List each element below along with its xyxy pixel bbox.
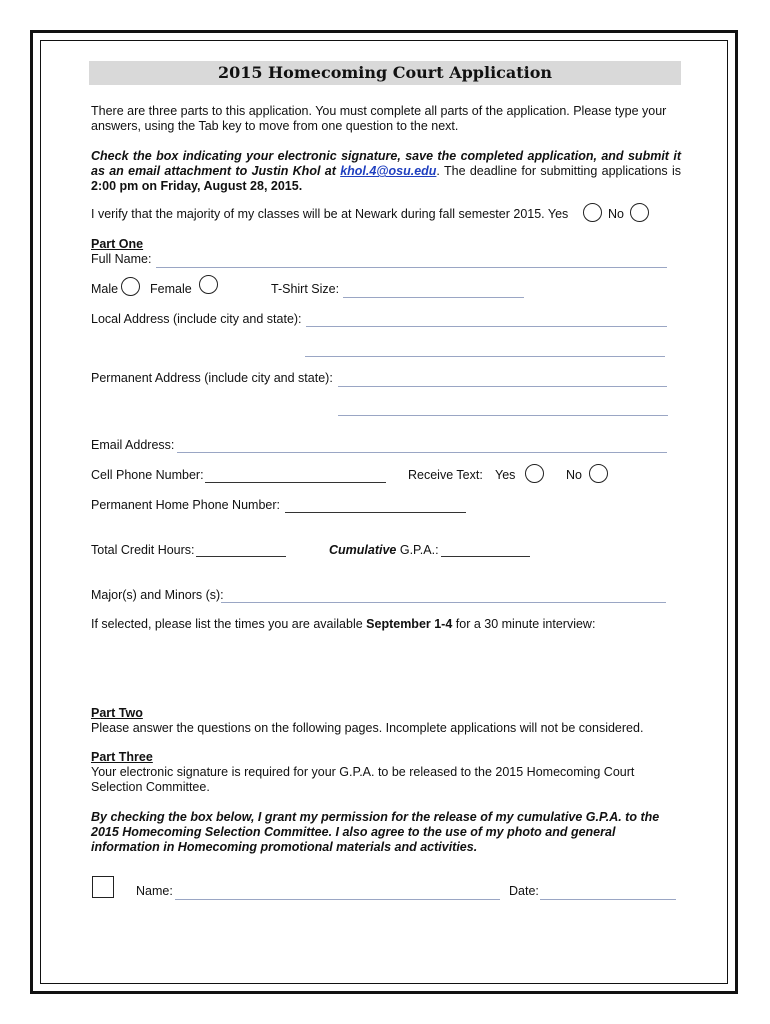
majors-field[interactable] <box>221 602 666 603</box>
part-two-heading: Part Two <box>91 706 143 720</box>
part-one-heading: Part One <box>91 237 144 251</box>
receive-text-label: Receive Text: <box>408 468 483 482</box>
credit-hours-field[interactable] <box>196 556 286 557</box>
verify-text: I verify that the majority of my classes will be at Newark during fall semester 2015. Yes <box>91 207 569 221</box>
instructions <box>91 149 681 194</box>
part-three-text: Your electronic signature is required for your G.P.A. to be released to the 2015 Homecoming Court Selection Committee. <box>91 765 635 794</box>
part-two-text: Please answer the questions on the following pages. Incomplete applications will not be considered. <box>91 721 644 735</box>
instructions-text: Check the box indicating your electronic signature, save the completed application, and submit it as an email attachment to Justin Khol at <box>91 149 681 178</box>
signature-date-field[interactable] <box>540 899 676 900</box>
permission-text: By checking the box below, I grant my permission for the release of my cumulative G.P.A. to the 2015 Homecoming Selection Committee. I also agree to the use of my photo and general information in Homecoming promotional materials and activities. <box>91 810 660 854</box>
deadline: 2:00 pm on Friday, August 28, 2015. <box>91 179 303 193</box>
signature-name-label: Name: <box>136 884 173 898</box>
gpa-prefix: Cumulative <box>329 543 397 557</box>
signature-name-field[interactable] <box>175 899 500 900</box>
credit-hours-label: Total Credit Hours: <box>91 543 195 557</box>
permanent-address-label: Permanent Address (include city and state): <box>91 371 333 385</box>
interview-dates: September 1-4 <box>366 617 453 631</box>
home-phone-label: Permanent Home Phone Number: <box>91 498 280 512</box>
cell-field[interactable] <box>205 482 386 483</box>
receive-text-yes-radio[interactable] <box>525 464 544 483</box>
signature-checkbox[interactable] <box>92 876 114 898</box>
local-address-field[interactable] <box>306 326 667 327</box>
email-link[interactable]: khol.4@osu.edu <box>340 164 437 178</box>
full-name-field[interactable] <box>156 267 667 268</box>
interview-after: for a 30 minute interview: <box>452 617 596 631</box>
signature-date-label: Date: <box>509 884 539 898</box>
verify-yes-radio[interactable] <box>583 203 602 222</box>
full-name-label: Full Name: <box>91 252 152 266</box>
permanent-address-field[interactable] <box>338 386 667 387</box>
cell-label: Cell Phone Number: <box>91 468 204 482</box>
tshirt-label: T-Shirt Size: <box>271 282 340 296</box>
permanent-address-field-line2[interactable] <box>338 415 668 416</box>
interview-before: If selected, please list the times you are available <box>91 617 367 631</box>
gpa-suffix: G.P.A.: <box>396 543 439 557</box>
gpa-label <box>329 543 439 557</box>
part-three-heading: Part Three <box>91 750 153 764</box>
gpa-field[interactable] <box>441 556 530 557</box>
female-label: Female <box>150 282 192 296</box>
local-address-label: Local Address (include city and state): <box>91 312 302 326</box>
receive-text-no-label: No <box>566 468 582 482</box>
majors-label: Major(s) and Minors (s): <box>91 588 224 602</box>
male-label: Male <box>91 282 119 296</box>
receive-text-yes-label: Yes <box>495 468 516 482</box>
receive-text-no-radio[interactable] <box>589 464 608 483</box>
verify-no-radio[interactable] <box>630 203 649 222</box>
email-label: Email Address: <box>91 438 175 452</box>
interview-text <box>91 617 595 631</box>
form-title: 2015 Homecoming Court Application <box>89 61 681 85</box>
intro-text: There are three parts to this application. You must complete all parts of the application. Please type your answers, using the Tab key to move from one question to the next. <box>91 104 667 133</box>
instructions-deadline-text: . The deadline for submitting applications is <box>436 164 681 178</box>
verify-no-label: No <box>608 207 624 221</box>
local-address-field-line2[interactable] <box>305 356 665 357</box>
tshirt-field[interactable] <box>343 297 524 298</box>
female-radio[interactable] <box>199 275 218 294</box>
home-phone-field[interactable] <box>285 512 466 513</box>
email-field[interactable] <box>177 452 667 453</box>
male-radio[interactable] <box>121 277 140 296</box>
